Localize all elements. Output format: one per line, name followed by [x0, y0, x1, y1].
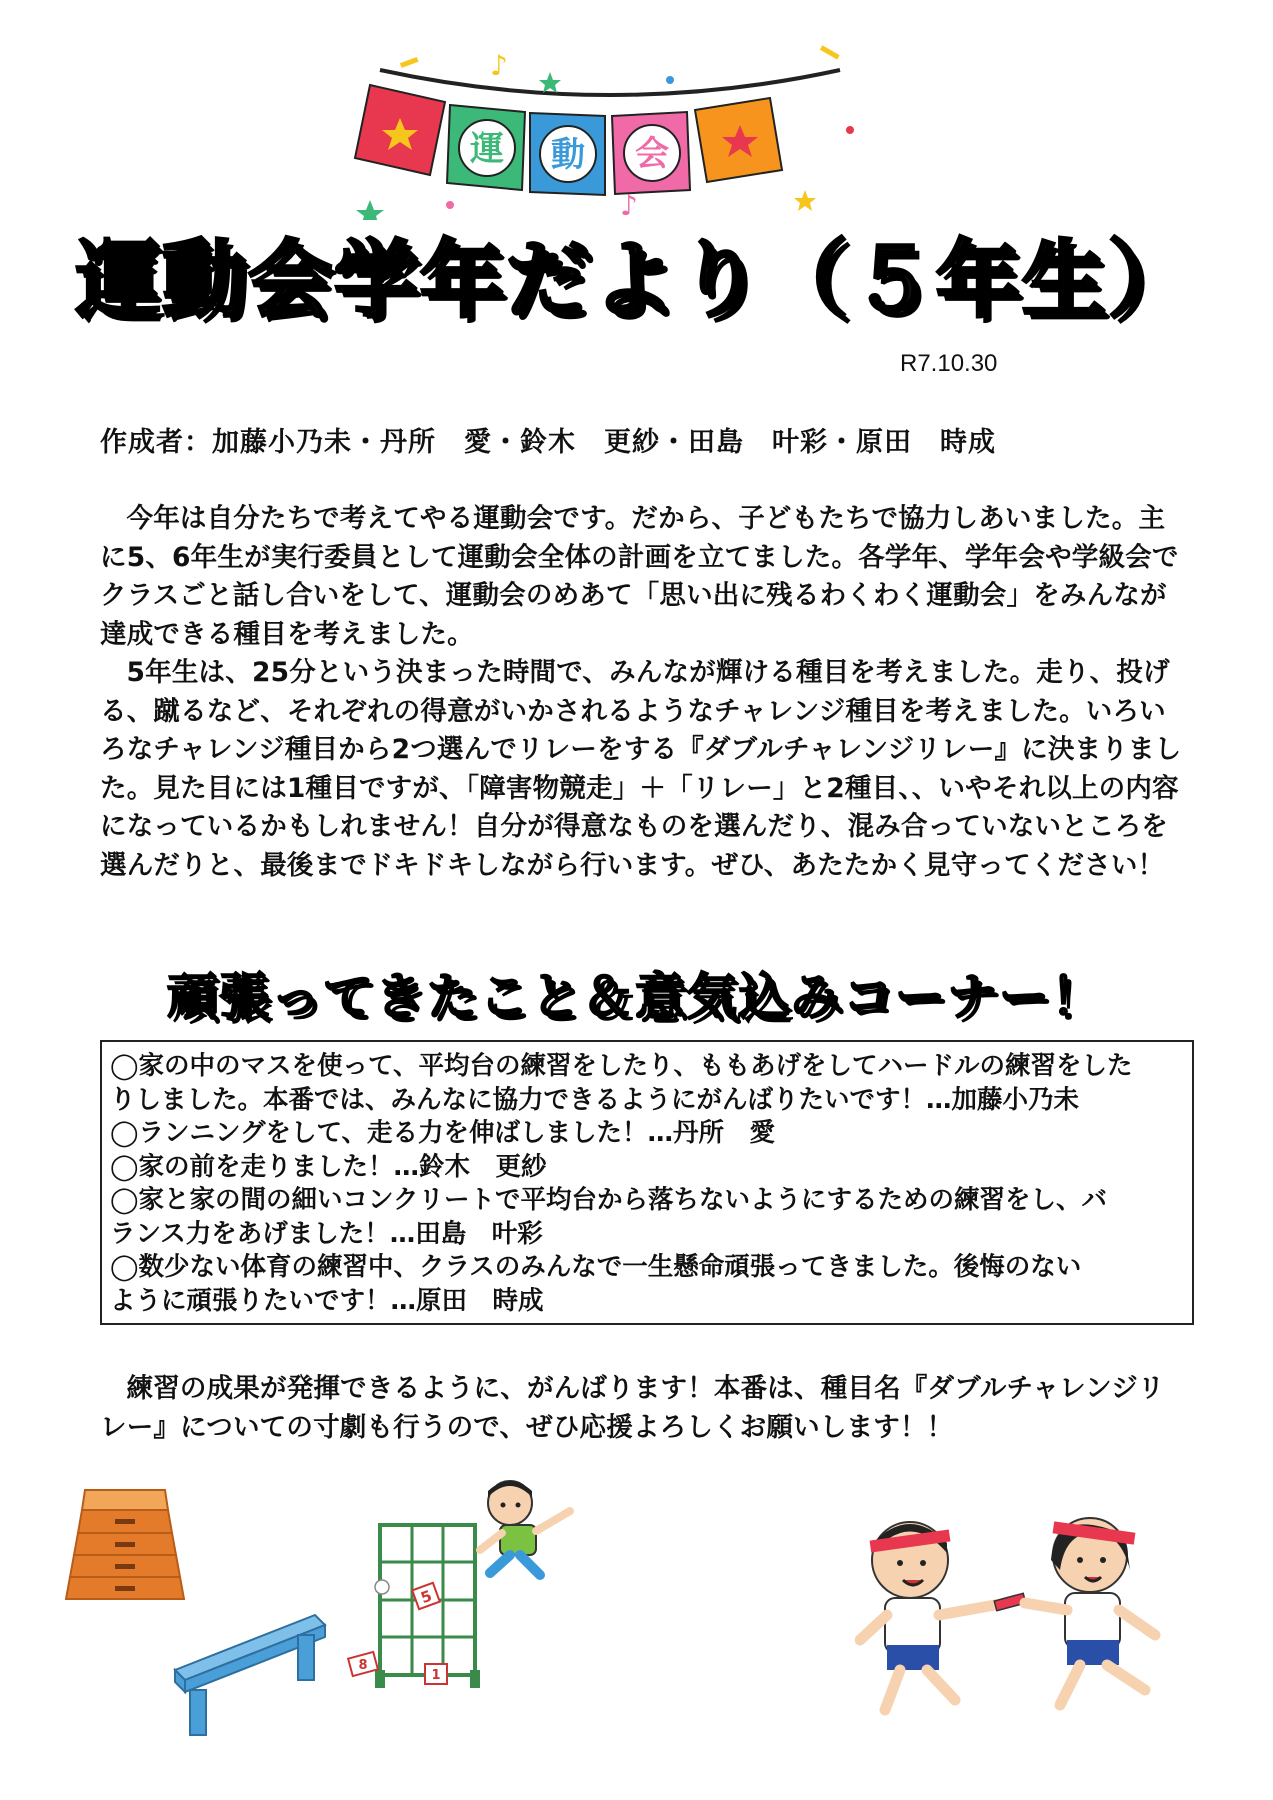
- sports-day-banner: [350, 40, 870, 220]
- authors-line: 作成者：加藤小乃未・丹所 愛・鈴木 更紗・田島 叶彩・原田 時成: [100, 427, 996, 458]
- issue-date: R7.10.30: [900, 350, 998, 377]
- comment-line: ◯家と家の間の細いコンクリートで平均台から落ちないようにするための練習をし、バ: [110, 1185, 1108, 1215]
- comment-line: ◯ランニングをして、走る力を伸ばしました！…丹所 愛: [110, 1118, 776, 1148]
- comment-line: ◯数少ない体育の練習中、クラスのみんなで一生懸命頑張ってきました。後悔のない: [110, 1252, 1082, 1282]
- svg-text:♪: ♪: [490, 49, 508, 82]
- page-title: 運動会学年だより（５年生）: [75, 231, 1194, 329]
- svg-text:♪: ♪: [620, 189, 638, 220]
- section-heading: 頑張ってきたこと＆意気込みコーナー！: [167, 968, 1103, 1026]
- target-number-5: 5: [418, 1586, 435, 1608]
- comments-box: [100, 1040, 1194, 1325]
- intro-paragraph-1: 今年は自分たちで考えてやる運動会です。だから、子どもたちで協力しあいました。主に5、6年生が実行委員として運動会全体の計画を立てました。各学年、学年会や学級会でクラスごと話し合いをして、運動会のめあて「思い出に残るわくわく運動会」をみんなが達成できる種目を考えました。: [100, 503, 1179, 650]
- banner-char-2: 動: [551, 135, 585, 175]
- scattered-number-cards: [345, 1650, 475, 1690]
- vaulting-box-illustration: [60, 1485, 190, 1605]
- throwing-boy-illustration: [470, 1475, 590, 1585]
- banner-char-3: 会: [635, 134, 669, 174]
- banner-char-1: 運: [470, 129, 504, 169]
- relay-runners-illustration: [855, 1505, 1185, 1735]
- comment-line: ◯家の前を走りました！…鈴木 更紗: [110, 1151, 547, 1182]
- comment-line: ランス力をあげました！…田島 叶彩: [110, 1218, 543, 1249]
- intro-paragraph-2: 5年生は、25分という決まった時間で、みんなが輝ける種目を考えました。走り、投げる、蹴るなど、それぞれの得意がいかされるようなチャレンジ種目を考えました。いろいろなチャレンジ種目から2つ選んでリレーをする『ダブルチャレンジリレー』に決まりました。見た目には1種目ですが、「障害物競走」＋「リレー」と2種目、、いやそれ以上の内容になっているかもしれません！自分が得意なものを選んだり、混み合っていないところを選んだりと、最後までドキドキしながら行います。ぜひ、あたたかく見守ってください！: [100, 657, 1182, 881]
- balance-beam-illustration: [170, 1610, 330, 1740]
- comment-line: ように頑張りたいです！…原田 時成: [110, 1285, 544, 1316]
- comment-line: りしました。本番では、みんなに協力できるようにがんばりたいです！…加藤小乃未: [110, 1084, 1080, 1115]
- closing-paragraph: 練習の成果が発揮できるように、がんばります！本番は、種目名『ダブルチャレンジリレー』についての寸劇も行うので、ぜひ応援よろしくお願いします！！: [100, 1373, 1165, 1443]
- card-number-8: 8: [358, 1658, 368, 1673]
- comment-line: ◯家の中のマスを使って、平均台の練習をしたり、ももあげをしてハードルの練習をした: [110, 1051, 1133, 1081]
- card-number-1: 1: [431, 1668, 441, 1683]
